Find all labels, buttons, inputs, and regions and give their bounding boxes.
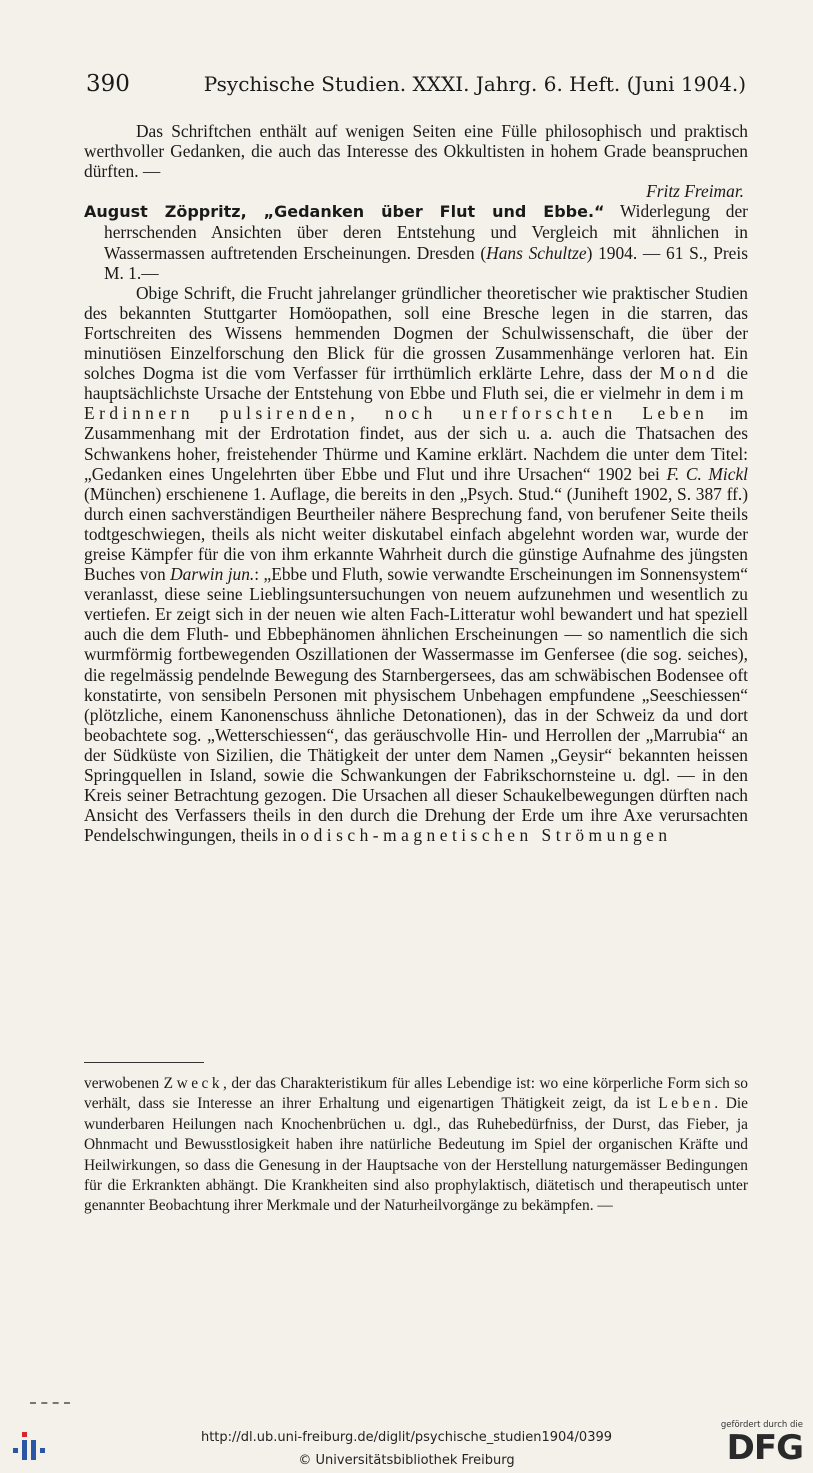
emphasis-leben: Leben bbox=[658, 1095, 715, 1113]
page-number: 390 bbox=[86, 71, 130, 97]
scan-margin-mark bbox=[30, 1402, 70, 1404]
paragraph-review-body bbox=[84, 283, 748, 846]
text-run: (München) erschienene 1. Auflage, die bereits in den „Psych. Stud.“ (Juniheft 1902, S. 387 ff.) durch einen sachverständigen Beurtheiler nähere Besprechung fand, von berufener Seite theils todtgeschwiegen, theils als nicht weiter diskutabel einfach abgelehnt worden war, wurde der greise Kämpfer für die von ihm erkannte Wahrheit durch die günstige Aufnahme des jüngsten Buches von bbox=[84, 483, 748, 585]
dfg-funding-caption: gefördert durch die bbox=[720, 1420, 803, 1430]
text-run: die hauptsächlichste Ursache der Entstehung von Ebbe und Fluth sei, die er vielmehr in dem bbox=[84, 363, 748, 404]
running-header bbox=[86, 70, 746, 98]
publisher-mickl: F. C. Mickl bbox=[666, 463, 748, 484]
text-run: im Zusammenhang mit der Erdrotation findet, aus der sich u. a. auch die Thatsachen des Schwankens hoher, freistehender Thürme und Kamine erklärt. Nachdem die unter dem Titel: „Gedanken eines Ungelehrten über Ebbe und Flut und ihre Ursachen“ 1902 bei bbox=[84, 403, 748, 484]
source-url-link[interactable]: http://dl.ub.uni-freiburg.de/diglit/psychische_studien1904/0399 bbox=[200, 1430, 613, 1445]
dfg-logo-text: DFG bbox=[726, 1428, 803, 1468]
signature: Fritz Freimar. bbox=[646, 181, 744, 202]
emphasis-odisch: odisch-magnetischen Strömungen bbox=[300, 825, 672, 846]
text-run: , der das Charakteristikum für alles Lebendige ist: wo eine körperliche Form sich so verhält, dass sie Interesse an ihrer Erhaltung und eigenartigen Thätigkeit zeigt, da ist bbox=[84, 1075, 748, 1113]
text-run: : „Ebbe und Fluth, sowie verwandte Erscheinungen im Sonnensystem“ veranlasst, diese seine Lieblingsuntersuchungen von neuem aufzunehmen und wesentlich zu vertiefen. Er zeigt sich in der neuen wie alten Fach-Litteratur wohl bewandert und hat speziell auch die dem Fluth- und Ebbephänomen ähnlichen Erscheinungen — so namentlich die sich wurmförmig fortbewegenden Oszillationen der Wassermasse im Genfersee (die sog. seiches), die regelmässig pendelnde Bewegung des Starnbergersees, das am schwäbischen Bodensee oft konstatirte, von sensibeln Personen mit physischem Unbehagen empfundene „Seeschiessen“ (plötzliche, einem Kanonenschuss ähnliche Detonationen), das in der Schweiz da und dort beobachtete sog. „Wetterschiessen“, das geräuschvolle Hin- und Herrollen der „Marrubia“ an der Südküste von Sizilien, die Thätigkeit der unter dem Namen „Geysir“ bekannten heissen Springquellen in Island, sowie die Schwankungen der Fabrikschornsteine u. dgl. — in den Kreis seiner Betrachtung gezogen. Die Ursachen all dieser Schaukelbewegungen dürften nach Ansicht des Verfassers theils in den durch die Drehung der Erde um ihre Axe verursachten Pendelschwingungen, theils in bbox=[84, 564, 748, 846]
footnote-divider bbox=[84, 1062, 204, 1063]
paragraph-intro: Das Schriftchen enthält auf wenigen Seiten eine Fülle philosophisch und praktisch werthvoller Gedanken, die auch das Interesse des Okkultisten in hohem Grade beanspruchen dürften. — bbox=[84, 121, 748, 182]
text-run: Obige Schrift, die Frucht jahrelanger gründlicher theoretischer wie praktischer Studien des bekannten Stuttgarter Homöopathen, soll eine Bresche legen in die starren, das Fortschreiten des Wissens hemmenden Dogmen der Schulwissenschaft, die über der minutiösen Einzelforschung den Blick für die grossen Zusammenhänge verloren hat. Ein solches Dogma ist die vom Verfasser für irrthümlich erklärte Lehre, dass der bbox=[84, 282, 748, 384]
review-citation bbox=[84, 201, 748, 282]
author-darwin: Darwin jun. bbox=[170, 564, 255, 585]
emphasis-zweck: Zweck bbox=[163, 1075, 224, 1092]
running-title: Psychische Studien. XXXI. Jahrg. 6. Heft. (Juni 1904.) bbox=[203, 72, 746, 96]
emphasis-erdinnern: im Erdinnern pulsirenden, noch unerforschten Leben bbox=[84, 383, 748, 424]
review-publisher: Hans Schultze bbox=[486, 242, 587, 263]
copyright-notice: © Universitätsbibliothek Freiburg bbox=[298, 1453, 515, 1468]
text-run: verwobenen bbox=[84, 1075, 164, 1092]
emphasis-mond: Mond bbox=[659, 363, 720, 384]
main-text bbox=[84, 121, 748, 845]
review-author-title: August Zöppritz, „Gedanken über Flut und Ebbe.“ bbox=[84, 202, 605, 222]
text-run: . Die wunderbaren Heilungen nach Knochenbrüchen u. dgl., das Ruhebedürfniss, der Durst, das Fieber, ja Ohnmacht und Bewusstlosigkeit haben ihre natürliche Bedeutung im Spiel der organischen Kräfte und Heilwirkungen, so dass die Genesung in der Hauptsache von der Herstellung naturgemässer Bedingungen für die Erkrankten abhängt. Die Krankheiten sind also prophylaktisch, diätetisch und therapeutisch unter genannter Beobachtung ihrer Merkmale und der Naturheilvorgänge zu bekämpfen. — bbox=[84, 1095, 749, 1215]
review-text-1: Widerlegung der herrschenden Ansichten über deren Entstehung und Vergleich mit ähnlichen in Wassermassen auftretenden Erscheinungen. Dresden ( bbox=[104, 201, 748, 263]
review-text-2: ) 1904. — 61 S., Preis M. 1.— bbox=[104, 242, 748, 283]
dfg-funding-logo bbox=[711, 1420, 803, 1472]
footnote bbox=[84, 1074, 748, 1217]
digitization-footer bbox=[0, 1418, 813, 1473]
